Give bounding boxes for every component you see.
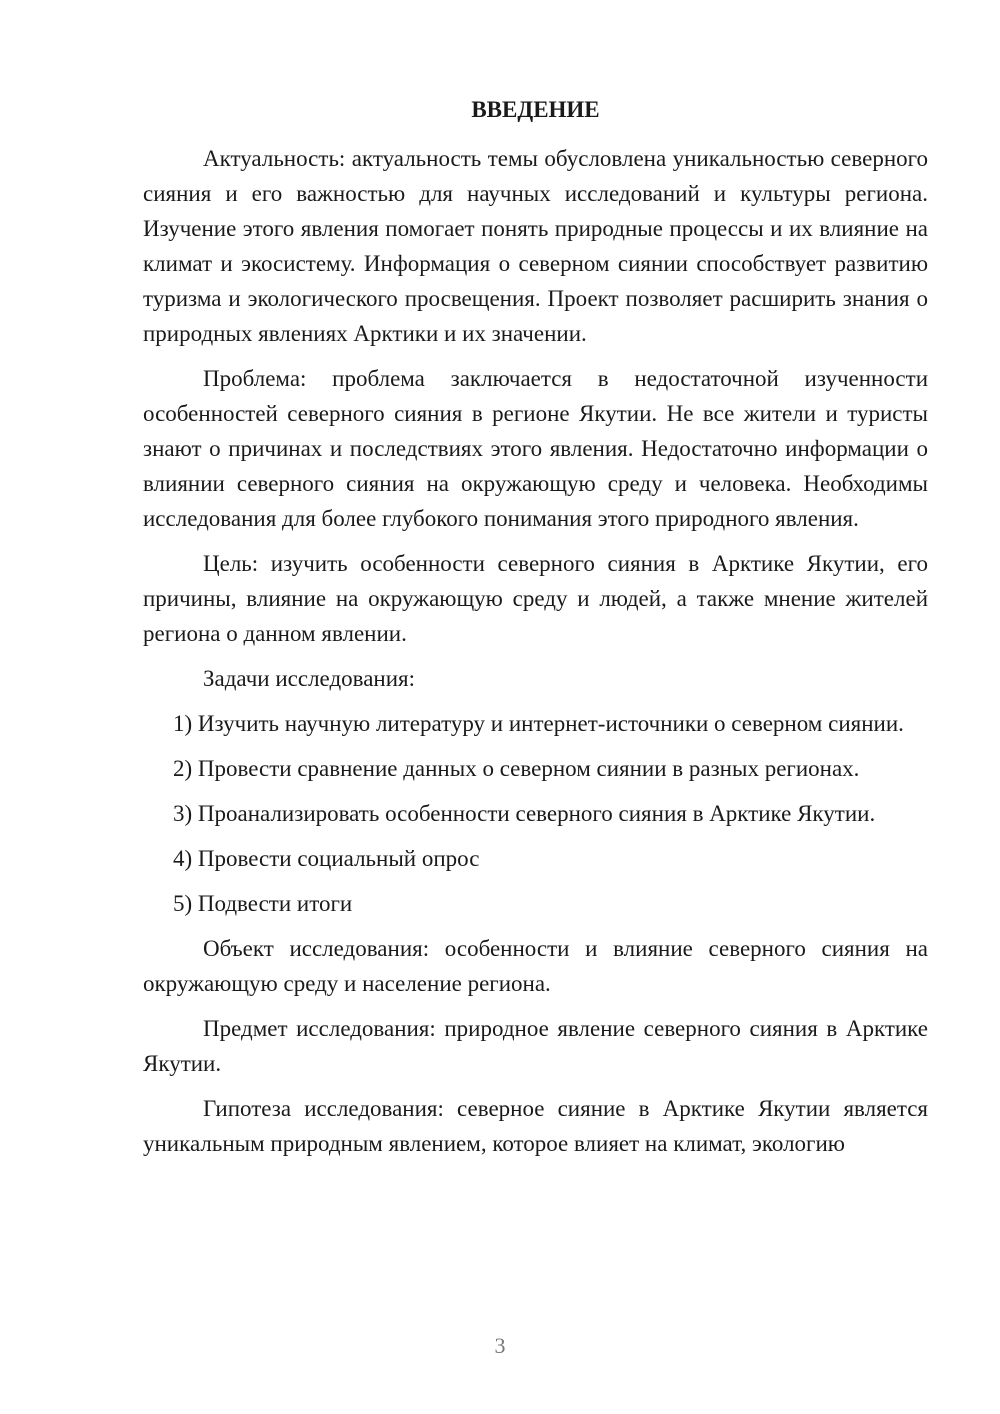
task-item: 5) Подвести итоги bbox=[173, 891, 353, 916]
paragraph-tasks-heading: Задачи исследования: bbox=[203, 666, 416, 691]
page-number: 3 bbox=[494, 1333, 506, 1358]
task-item: 3) Проанализировать особенности северного сияния в Арктике Якутии. bbox=[173, 801, 876, 826]
paragraph-object: Объект исследования: особенности и влияние северного сияния на окружающую среду и население региона. bbox=[143, 936, 928, 996]
section-title: ВВЕДЕНИЕ bbox=[471, 97, 600, 122]
paragraph-subject: Предмет исследования: природное явление северного сияния в Арктике Якутии. bbox=[143, 1016, 928, 1076]
paragraph-problem: Проблема: проблема заключается в недостаточной изученности особенностей северного сияния в регионе Якутии. Не все жители и туристы знают о причинах и последствиях этого явления. Недостаточно информации о влиянии северного сияния на окружающую среду и человека. Необходимы исследования для более глубокого понимания этого природного явления. bbox=[143, 366, 928, 531]
task-item: 2) Провести сравнение данных о северном сиянии в разных регионах. bbox=[173, 756, 860, 781]
task-item: 1) Изучить научную литературу и интернет-источники о северном сиянии. bbox=[173, 711, 904, 736]
paragraph-relevance: Актуальность: актуальность темы обусловлена уникальностью северного сияния и его важностью для научных исследований и культуры региона. Изучение этого явления помогает понять природные процессы и их влияние на климат и экосистему. Информация о северном сиянии способствует развитию туризма и экологического просвещения. Проект позволяет расширить знания о природных явлениях Арктики и их значении. bbox=[143, 146, 928, 346]
document-page bbox=[143, 95, 928, 1171]
paragraph-goal: Цель: изучить особенности северного сияния в Арктике Якутии, его причины, влияние на окружающую среду и людей, а также мнение жителей региона о данном явлении. bbox=[143, 551, 928, 646]
task-item: 4) Провести социальный опрос bbox=[173, 846, 480, 871]
paragraph-hypothesis: Гипотеза исследования: северное сияние в Арктике Якутии является уникальным природным явлением, которое влияет на климат, экологию bbox=[143, 1096, 928, 1156]
